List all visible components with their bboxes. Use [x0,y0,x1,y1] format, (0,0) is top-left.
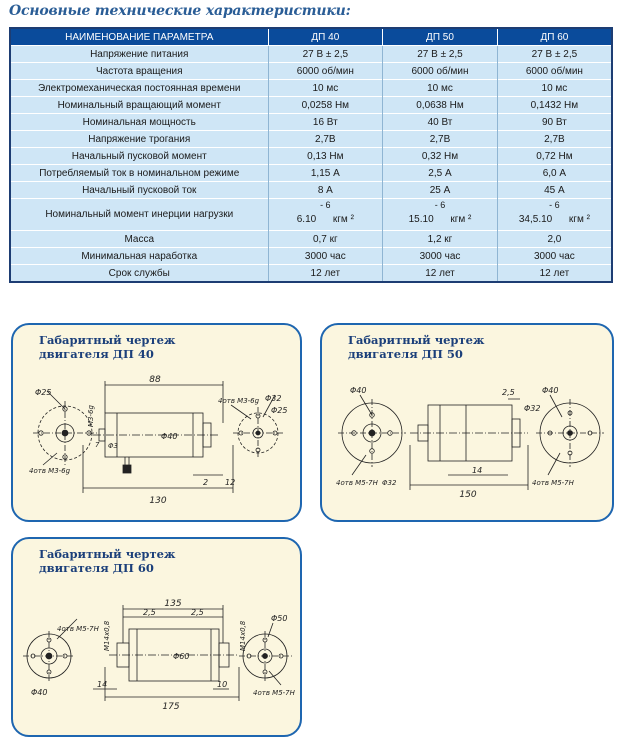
dp60-dim-phi40: Φ40 [31,688,48,697]
inertia-value [275,214,375,225]
parameter-value-cell [383,199,498,231]
table-row [10,97,612,114]
parameter-value-cell: 0,72 Нм [497,148,612,165]
dp60-dim-25a: 2,5 [143,608,156,617]
parameter-value-cell: 10 мс [383,80,498,97]
table-row [10,131,612,148]
dp40-dim-holes: 4отв М3-6g [29,467,71,475]
dp60-dim-25b: 2,5 [191,608,204,617]
dp60-dim-m148b: М14х0,8 [239,620,247,651]
dp40-dim-2: 2 [203,478,209,487]
inertia-exponent: - 6 [434,200,446,210]
parameter-value-cell: 1,2 кг [383,231,498,248]
table-row [10,46,612,63]
inertia-unit: кгм ² [568,214,590,225]
dp60-dim-135: 135 [164,599,182,609]
parameter-value-cell [268,199,383,231]
drawing-panel-dp50 [320,323,614,522]
dp50-dim-phi40: Φ40 [350,386,367,395]
dp50-dim-phi32: Φ32 [524,404,541,413]
parameter-value-cell: 12 лет [497,265,612,283]
table-row [10,231,612,248]
dp40-dim-phi40: Φ40 [161,432,178,441]
parameter-name-cell: Электромеханическая постоянная времени [10,80,268,97]
inertia-value [504,214,604,225]
inertia-exponent: - 6 [549,200,560,210]
dp40-dim-phi25: Φ25 [35,388,52,397]
parameter-value-cell: 10 мс [268,80,383,97]
header-dp60: ДП 60 [497,28,612,46]
inertia-exponent: - 6 [320,200,331,210]
parameter-value-cell: 10 мс [497,80,612,97]
inertia-value [390,214,490,225]
parameter-value-cell: 90 Вт [497,114,612,131]
parameter-value-cell: 8 А [268,182,383,199]
header-dp40: ДП 40 [268,28,383,46]
parameter-value-cell: 2,5 А [383,165,498,182]
dp60-dim-phi60: Φ60 [173,652,190,661]
dp40-dim-7: 7 [95,441,100,449]
parameter-value-cell: 3000 час [268,248,383,265]
dp50-dim-14: 14 [472,466,483,475]
inertia-unit: кгм ² [332,214,354,225]
dp60-dim-10: 10 [217,680,228,689]
dp50-dim-holes1: 4отв М5-7Н [336,479,378,487]
parameter-value-cell: 27 В ± 2,5 [383,46,498,63]
inertia-number: 34,5.10 [518,214,553,225]
spec-table [9,27,613,283]
parameter-value-cell: 0,0638 Нм [383,97,498,114]
parameter-value-cell: 2,7В [268,131,383,148]
table-row [10,80,612,97]
dp40-dim-m3: 4отв М3-6g [218,397,260,405]
parameter-name-cell: Начальный пусковой ток [10,182,268,199]
parameter-value-cell: 6000 об/мин [268,63,383,80]
dp40-dim-phi25b: Φ25 [271,406,288,415]
dp40-dim-88: 88 [149,375,161,385]
inertia-number: 6.10 [296,214,317,225]
parameter-name-cell: Начальный пусковой момент [10,148,268,165]
dp40-dim-m35: М3-6g [87,405,95,427]
parameter-name-cell: Номинальный вращающий момент [10,97,268,114]
dp60-dim-phi50: Φ50 [271,614,288,623]
dp60-dim-14: 14 [97,680,108,689]
parameter-value-cell: 1,15 А [268,165,383,182]
parameter-value-cell: 3000 час [497,248,612,265]
parameter-value-cell: 0,13 Нм [268,148,383,165]
dp60-dim-holes2: 4отв М5-7Н [253,689,295,697]
table-row [10,265,612,283]
table-header-row [10,28,612,46]
page-title: Основные технические характеристики: [9,3,351,19]
parameter-value-cell: 2,7В [497,131,612,148]
parameter-value-cell: 27 В ± 2,5 [497,46,612,63]
parameter-value-cell: 27 В ± 2,5 [268,46,383,63]
parameter-name-cell: Срок службы [10,265,268,283]
table-row [10,148,612,165]
parameter-value-cell: 6000 об/мин [497,63,612,80]
dp60-dim-m148: М14х0,8 [103,620,111,651]
dp60-dim-holes1: 4отв М5-7Н [57,625,99,633]
drawing-panel-dp60 [11,537,302,737]
parameter-value-cell: 0,32 Нм [383,148,498,165]
parameter-value-cell [497,199,612,231]
parameter-name-cell: Потребляемый ток в номинальном режиме [10,165,268,182]
header-dp50: ДП 50 [383,28,498,46]
drawing-caption-dp60: Габаритный чертеж двигателя ДП 60 [39,547,176,575]
parameter-value-cell: 12 лет [383,265,498,283]
header-parameter: НАИМЕНОВАНИЕ ПАРАМЕТРА [10,28,268,46]
parameter-value-cell: 2,0 [497,231,612,248]
dp40-dim-130: 130 [149,496,167,506]
dp60-dim-175: 175 [162,702,180,712]
parameter-value-cell: 40 Вт [383,114,498,131]
parameter-value-cell: 12 лет [268,265,383,283]
parameter-value-cell: 2,7В [383,131,498,148]
table-row [10,248,612,265]
drawing-panel-dp40 [11,323,302,522]
drawing-caption-dp40: Габаритный чертеж двигателя ДП 40 [39,333,176,361]
parameter-value-cell: 45 А [497,182,612,199]
parameter-name-cell: Напряжение трогания [10,131,268,148]
dp50-dim-150: 150 [459,490,477,500]
parameter-value-cell: 0,7 кг [268,231,383,248]
table-row [10,182,612,199]
parameter-value-cell: 6,0 А [497,165,612,182]
dp50-dim-phi32b: Φ32 [382,479,397,487]
dp40-drawing [13,325,300,520]
table-row [10,114,612,131]
parameter-value-cell: 6000 об/мин [383,63,498,80]
parameter-name-cell: Напряжение питания [10,46,268,63]
parameter-name-cell: Масса [10,231,268,248]
parameter-value-cell: 0,0258 Нм [268,97,383,114]
dp40-dim-phi32: Φ32 [265,394,282,403]
parameter-name-cell: Частота вращения [10,63,268,80]
dp50-drawing [322,325,612,520]
table-row [10,165,612,182]
table-row-inertia [10,199,612,231]
parameter-value-cell: 0,1432 Нм [497,97,612,114]
inertia-number: 15.10 [408,214,434,225]
parameter-name-cell: Минимальная наработка [10,248,268,265]
parameter-value-cell: 3000 час [383,248,498,265]
parameter-name-cell: Номинальная мощность [10,114,268,131]
dp40-dim-phi3: Φ3 [108,442,118,450]
dp40-dim-12: 12 [225,478,236,487]
inertia-unit: кгм ² [450,214,472,225]
dp50-dim-phi40b: Φ40 [542,386,559,395]
parameter-value-cell: 25 А [383,182,498,199]
table-row [10,63,612,80]
parameter-value-cell: 16 Вт [268,114,383,131]
dp60-drawing [13,539,300,735]
drawing-caption-dp50: Габаритный чертеж двигателя ДП 50 [348,333,485,361]
dp50-dim-holes2: 4отв М5-7Н [532,479,574,487]
parameter-name-cell: Номинальный момент инерции нагрузки [10,199,268,231]
dp50-dim-25: 2,5 [502,388,515,397]
